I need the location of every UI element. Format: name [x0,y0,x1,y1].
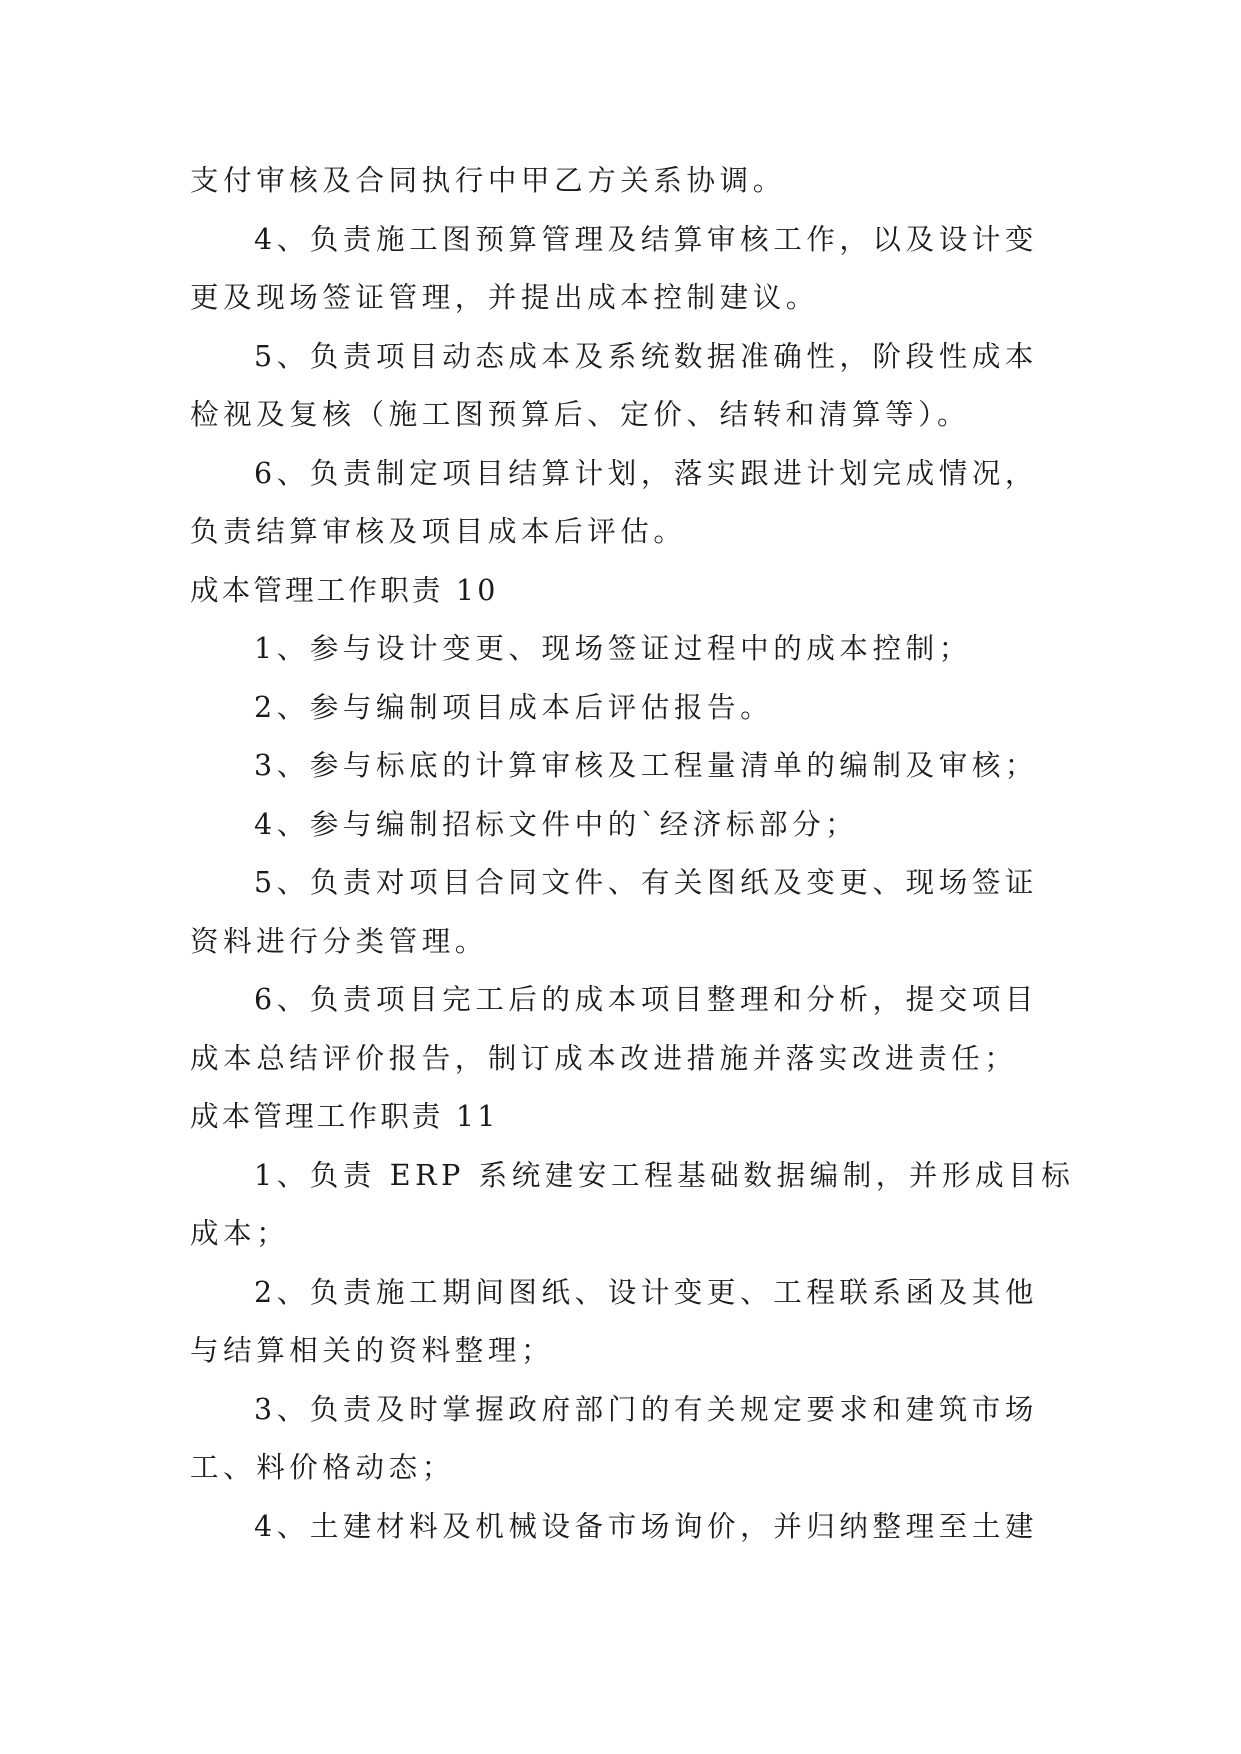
text-line: 工、料价格动态； [190,1451,455,1484]
document-body [190,152,1075,1556]
text-line: 3、参与标底的计算审核及工程量清单的编制及审核； [254,749,1039,782]
text-line: 资料进行分类管理。 [190,924,488,958]
text-line: 成本总结评价报告，制订成本改进措施并落实改进责任； [190,1041,1018,1075]
text-line: 成本； [190,1217,290,1250]
text-line: 4、参与编制招标文件中的`经济标部分； [254,807,859,841]
text-line: 1、负责 ERP 系统建安工程基础数据编制，并形成目标 [254,1158,1075,1192]
text-line: 支付审核及合同执行中甲乙方关系协调。 [190,164,786,197]
text-line: 更及现场签证管理，并提出成本控制建议。 [190,281,819,314]
text-line: 3、负责及时掌握政府部门的有关规定要求和建筑市场 [254,1392,1039,1426]
text-line: 负责结算审核及项目成本后评估。 [190,515,687,548]
text-line: 2、参与编制项目成本后评估报告。 [254,690,774,724]
text-line: 4、土建材料及机械设备市场询价，并归纳整理至土建 [254,1509,1039,1543]
text-line: 6、负责制定项目结算计划，落实跟进计划完成情况， [254,456,1039,490]
section-heading: 成本管理工作职责 10 [190,573,499,607]
text-line: 检视及复核（施工图预算后、定价、结转和清算等）。 [190,398,971,431]
text-line: 5、负责项目动态成本及系统数据准确性，阶段性成本 [254,339,1039,373]
text-line: 与结算相关的资料整理； [190,1334,555,1367]
text-line: 4、负责施工图预算管理及结算审核工作，以及设计变 [254,222,1039,256]
text-line: 1、参与设计变更、现场签证过程中的成本控制； [254,632,972,665]
text-line: 2、负责施工期间图纸、设计变更、工程联系函及其他 [254,1275,1039,1309]
text-line: 5、负责对项目合同文件、有关图纸及变更、现场签证 [254,866,1039,899]
section-heading: 成本管理工作职责 11 [190,1100,499,1133]
text-line: 6、负责项目完工后的成本项目整理和分析，提交项目 [254,983,1039,1016]
